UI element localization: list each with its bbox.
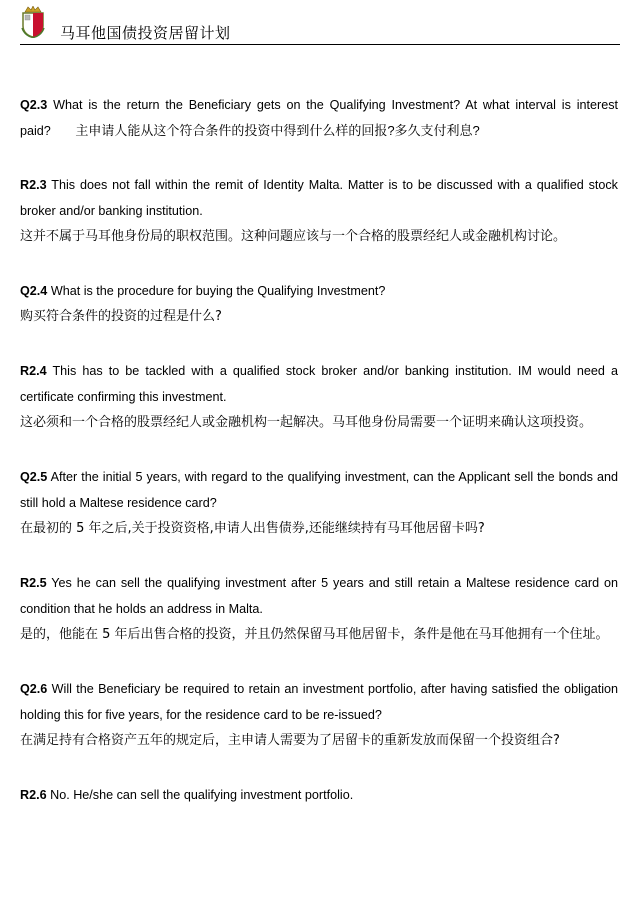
item-label: R2.6 — [20, 788, 47, 802]
item-chinese-text: 是的，他能在 5 年后出售合格的投资，并且仍然保留马耳他居留卡，条件是他在马耳他拥有一个住址。 — [20, 627, 609, 642]
faq-answer-r2-5 — [20, 570, 618, 648]
document-title: 马耳他国债投资居留计划 — [60, 24, 231, 42]
item-label: Q2.4 — [20, 284, 48, 298]
faq-question-q2-4 — [20, 278, 618, 330]
item-label: R2.3 — [20, 178, 47, 192]
faq-question-q2-3 — [20, 92, 618, 144]
item-english-text: What is the return the Beneficiary gets on the Qualifying Investment? At what interval is interest paid? — [20, 98, 619, 138]
item-label: Q2.5 — [20, 470, 48, 484]
page-header — [20, 4, 620, 45]
item-english-text: After the initial 5 years, with regard to the qualifying investment, can the Applicant sell the bonds and still hold a Maltese residence card? — [20, 470, 618, 510]
item-label: Q2.6 — [20, 682, 48, 696]
item-english-text: This does not fall within the remit of Identity Malta. Matter is to be discussed with a qualified stock broker and/or banking institution. — [20, 178, 618, 218]
faq-answer-r2-4 — [20, 358, 618, 436]
item-label: Q2.3 — [20, 98, 48, 112]
item-label: R2.5 — [20, 576, 47, 590]
item-chinese-text: 在最初的 5 年之后,关于投资资格,申请人出售债券,还能继续持有马耳他居留卡吗? — [20, 521, 485, 536]
item-english-text: What is the procedure for buying the Qualifying Investment? — [50, 284, 386, 298]
item-english-text: No. He/she can sell the qualifying investment portfolio. — [50, 788, 354, 802]
item-chinese-text: 在满足持有合格资产五年的规定后，主申请人需要为了居留卡的重新发放而保留一个投资组合? — [20, 733, 560, 748]
item-english-text: Yes he can sell the qualifying investment after 5 years and still retain a Maltese residence card on condition that he holds an address in Malta. — [20, 576, 618, 616]
malta-crest-icon — [20, 6, 46, 38]
item-english-text: Will the Beneficiary be required to retain an investment portfolio, after having satisfied the obligation holding this for five years, for the residence card to be re-issued? — [20, 682, 619, 722]
faq-answer-r2-6 — [20, 782, 618, 808]
item-label: R2.4 — [20, 364, 47, 378]
faq-answer-r2-3 — [20, 172, 618, 250]
item-chinese-text: 这并不属于马耳他身份局的职权范围。这种问题应该与一个合格的股票经纪人或金融机构讨论。 — [20, 229, 567, 244]
item-chinese-text: 主申请人能从这个符合条件的投资中得到什么样的回报?多久支付利息? — [75, 123, 480, 138]
item-chinese-text: 购买符合条件的投资的过程是什么? — [20, 309, 222, 324]
faq-question-q2-5 — [20, 464, 618, 542]
faq-question-q2-6 — [20, 676, 618, 754]
item-chinese-text: 这必须和一个合格的股票经纪人或金融机构一起解决。马耳他身份局需要一个证明来确认这项投资。 — [20, 415, 593, 430]
item-english-text: This has to be tackled with a qualified stock broker and/or banking institution. IM would need a certificate confirming this investment. — [20, 364, 618, 404]
faq-content — [20, 92, 618, 808]
